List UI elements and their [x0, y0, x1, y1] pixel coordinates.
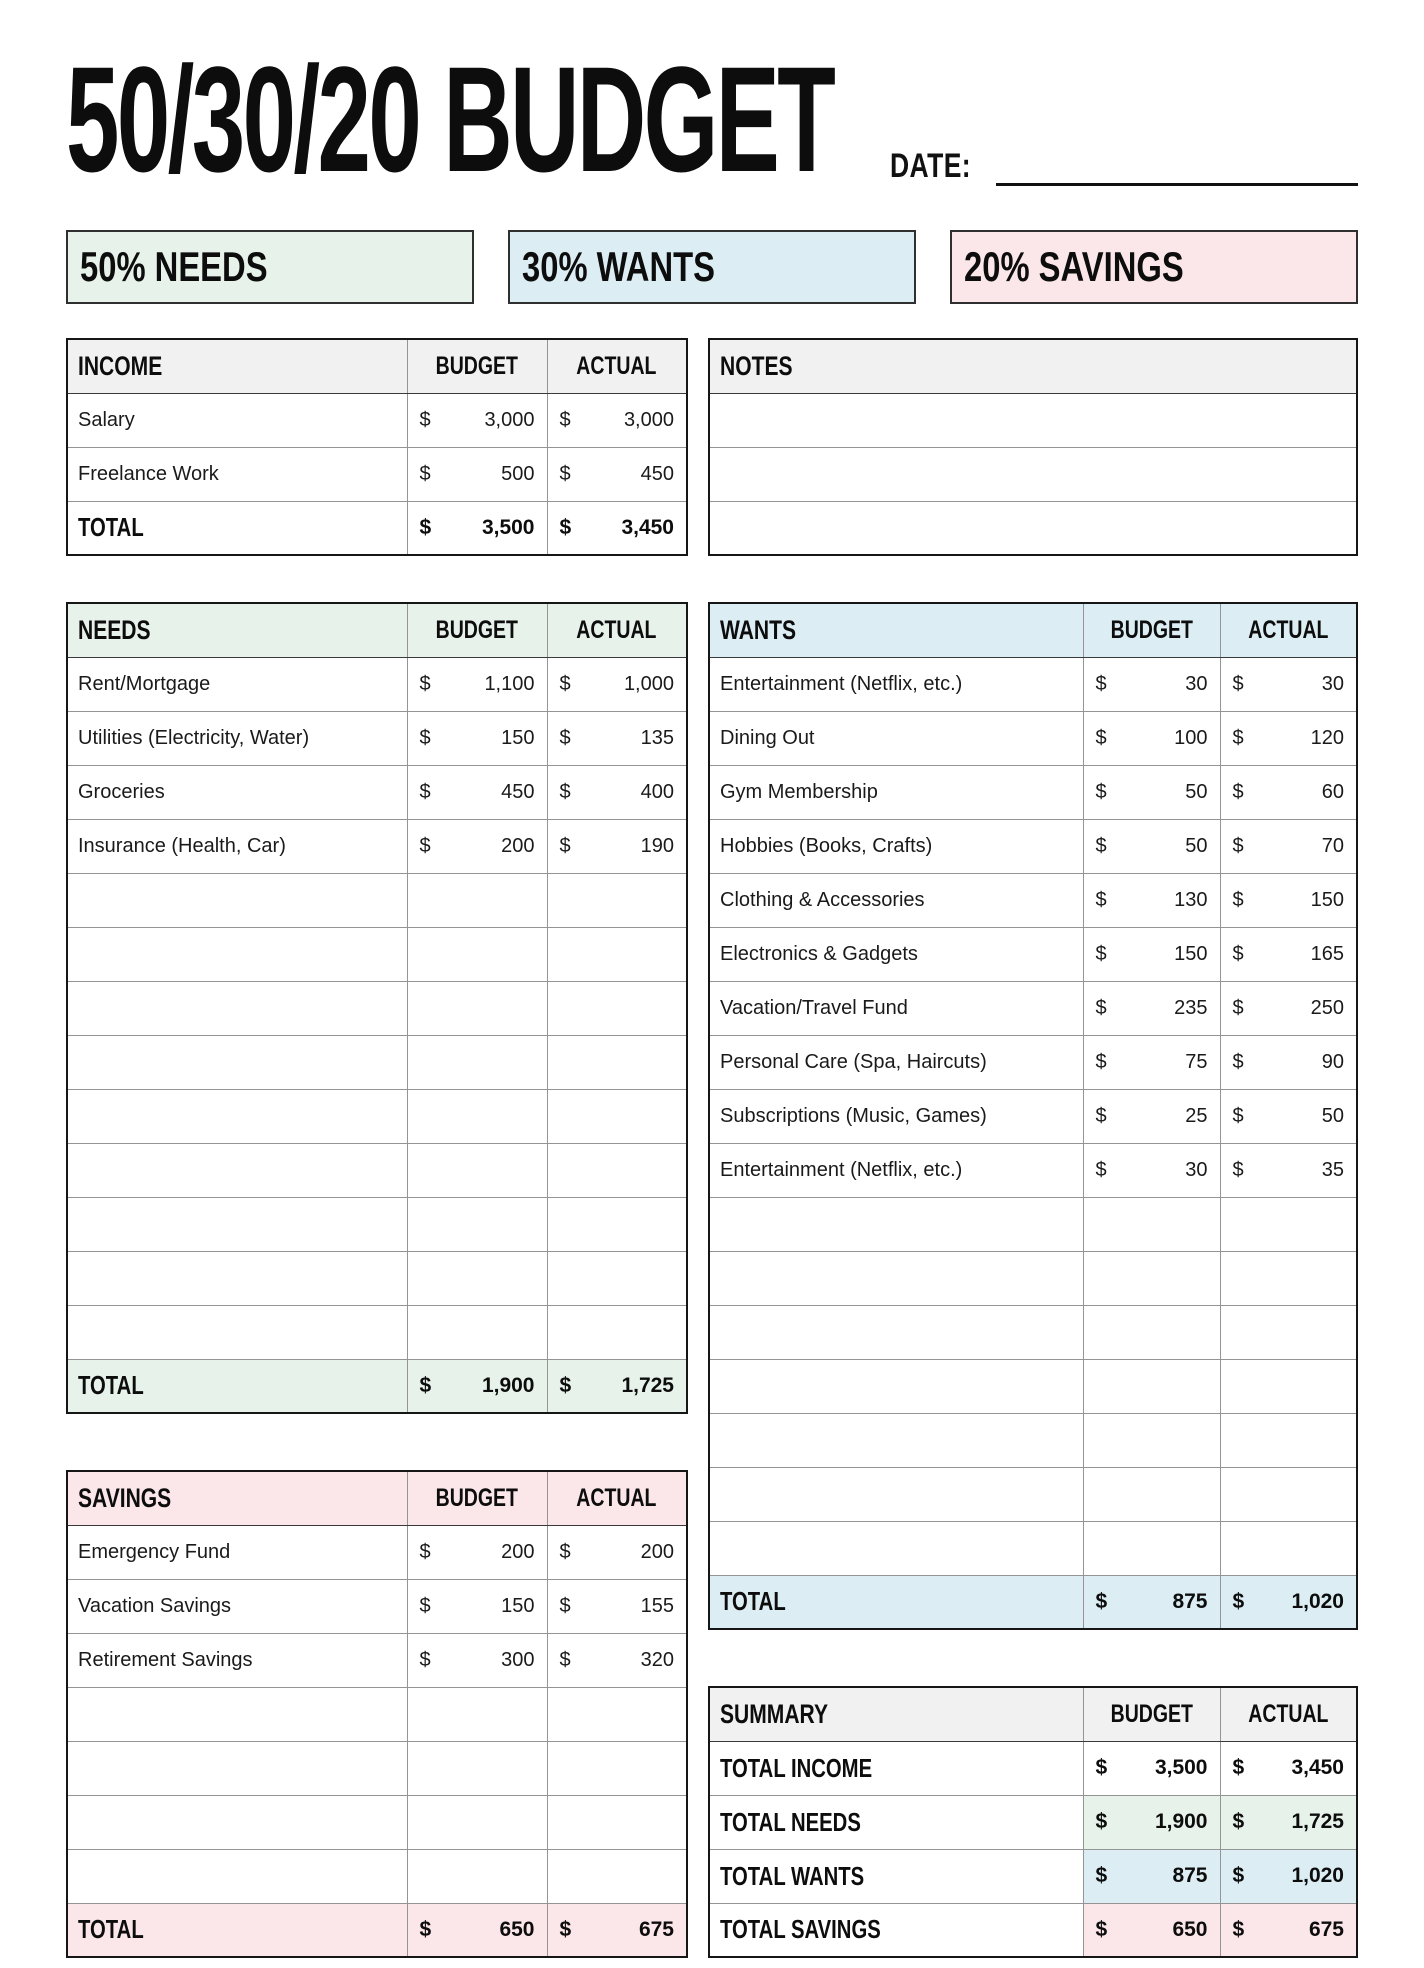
budget-cell — [407, 1251, 547, 1305]
legend-savings — [950, 230, 1358, 304]
actual-cell: $ 3,450 — [547, 501, 687, 555]
notes-title: NOTES — [709, 339, 1357, 393]
actual-cell: $ 135 — [547, 711, 687, 765]
actual-cell: $ 400 — [547, 765, 687, 819]
budget-cell: $ 1,900 — [407, 1359, 547, 1413]
actual-cell: $ 450 — [547, 447, 687, 501]
wants-table-title: WANTS — [709, 603, 1083, 657]
legend-needs — [66, 230, 474, 304]
row-label — [709, 1251, 1083, 1305]
row-label — [67, 1143, 407, 1197]
savings-header-row — [67, 1471, 687, 1525]
budget-cell: $ 1,100 — [407, 657, 547, 711]
actual-cell — [1220, 1251, 1357, 1305]
notes-empty-row — [709, 393, 1357, 447]
budget-cell: $ 25 — [1083, 1089, 1220, 1143]
actual-cell: $ 250 — [1220, 981, 1357, 1035]
row-label: Gym Membership — [709, 765, 1083, 819]
row-label: TOTAL — [709, 1575, 1083, 1629]
actual-cell: $ 3,000 — [547, 393, 687, 447]
row-label — [67, 1251, 407, 1305]
budget-cell: $ 450 — [407, 765, 547, 819]
budget-cell: $ 75 — [1083, 1035, 1220, 1089]
row-label: TOTAL INCOME — [709, 1741, 1083, 1795]
notes-line — [709, 501, 1357, 555]
row-label — [709, 1413, 1083, 1467]
row-label — [709, 1359, 1083, 1413]
row-label: Dining Out — [709, 711, 1083, 765]
row-label: Hobbies (Books, Crafts) — [709, 819, 1083, 873]
budget-cell: $ 875 — [1083, 1849, 1220, 1903]
summary-header-row — [709, 1687, 1357, 1741]
actual-cell: $ 1,725 — [1220, 1795, 1357, 1849]
empty-row — [67, 1687, 687, 1741]
row-label: Salary — [67, 393, 407, 447]
row-label — [709, 1521, 1083, 1575]
actual-cell — [547, 1849, 687, 1903]
budget-cell — [407, 1741, 547, 1795]
actual-cell: $ 320 — [547, 1633, 687, 1687]
budget-cell: $ 200 — [407, 819, 547, 873]
summary-row-needs — [709, 1795, 1357, 1849]
table-row — [67, 447, 687, 501]
row-label: Subscriptions (Music, Games) — [709, 1089, 1083, 1143]
needs-table-title: NEEDS — [67, 603, 407, 657]
column-header-budget: BUDGET — [407, 603, 547, 657]
summary-table — [708, 1686, 1358, 1958]
table-row — [709, 819, 1357, 873]
table-row — [709, 765, 1357, 819]
row-label — [709, 1197, 1083, 1251]
budget-cell: $ 235 — [1083, 981, 1220, 1035]
actual-cell — [547, 1197, 687, 1251]
table-row — [67, 1525, 687, 1579]
empty-row — [67, 981, 687, 1035]
legend — [66, 230, 1358, 304]
table-row — [67, 1579, 687, 1633]
actual-cell: $ 50 — [1220, 1089, 1357, 1143]
actual-cell — [1220, 1305, 1357, 1359]
row-label — [67, 1687, 407, 1741]
table-row — [67, 1633, 687, 1687]
column-header-budget: BUDGET — [1083, 1687, 1220, 1741]
budget-cell: $ 3,500 — [1083, 1741, 1220, 1795]
notes-empty-row — [709, 501, 1357, 555]
empty-row — [709, 1359, 1357, 1413]
row-label — [67, 1197, 407, 1251]
left-column — [66, 338, 688, 1958]
row-label: Personal Care (Spa, Haircuts) — [709, 1035, 1083, 1089]
table-row — [67, 819, 687, 873]
total-row — [67, 501, 687, 555]
budget-cell — [407, 873, 547, 927]
budget-cell — [407, 1795, 547, 1849]
row-label: TOTAL — [67, 1903, 407, 1957]
table-row — [709, 927, 1357, 981]
actual-cell: $ 165 — [1220, 927, 1357, 981]
table-row — [67, 765, 687, 819]
table-row — [67, 711, 687, 765]
budget-cell — [1083, 1305, 1220, 1359]
row-label — [709, 1305, 1083, 1359]
actual-cell: $ 200 — [547, 1525, 687, 1579]
actual-cell: $ 120 — [1220, 711, 1357, 765]
table-row — [709, 711, 1357, 765]
empty-row — [67, 1849, 687, 1903]
actual-cell: $ 70 — [1220, 819, 1357, 873]
budget-cell — [407, 1849, 547, 1903]
actual-cell: $ 1,725 — [547, 1359, 687, 1413]
summary-table-title: SUMMARY — [709, 1687, 1083, 1741]
right-column — [708, 338, 1358, 1958]
empty-row — [67, 1795, 687, 1849]
total-row — [709, 1575, 1357, 1629]
wants-header-row — [709, 603, 1357, 657]
row-label — [67, 1035, 407, 1089]
row-label — [67, 873, 407, 927]
actual-cell: $ 150 — [1220, 873, 1357, 927]
row-label — [67, 1089, 407, 1143]
income-table — [66, 338, 688, 556]
empty-row — [67, 1741, 687, 1795]
actual-cell: $ 1,000 — [547, 657, 687, 711]
savings-table — [66, 1470, 688, 1958]
needs-table — [66, 602, 688, 1414]
actual-cell: $ 1,020 — [1220, 1849, 1357, 1903]
column-header-budget: BUDGET — [407, 1471, 547, 1525]
row-label: Entertainment (Netflix, etc.) — [709, 1143, 1083, 1197]
actual-cell: $ 1,020 — [1220, 1575, 1357, 1629]
actual-cell: $ 190 — [547, 819, 687, 873]
actual-cell: $ 675 — [1220, 1903, 1357, 1957]
notes-box — [708, 338, 1358, 556]
budget-cell — [1083, 1413, 1220, 1467]
actual-cell — [547, 927, 687, 981]
page-title-box — [66, 35, 866, 203]
row-label: Utilities (Electricity, Water) — [67, 711, 407, 765]
row-label — [709, 1467, 1083, 1521]
budget-cell: $ 300 — [407, 1633, 547, 1687]
row-label — [67, 1741, 407, 1795]
column-header-actual: ACTUAL — [547, 339, 687, 393]
column-header-actual: ACTUAL — [547, 1471, 687, 1525]
row-label — [67, 981, 407, 1035]
needs-header-row — [67, 603, 687, 657]
row-label: Entertainment (Netflix, etc.) — [709, 657, 1083, 711]
row-label — [67, 1849, 407, 1903]
actual-cell: $ 675 — [547, 1903, 687, 1957]
budget-cell — [1083, 1467, 1220, 1521]
budget-cell: $ 1,900 — [1083, 1795, 1220, 1849]
actual-cell — [547, 981, 687, 1035]
empty-row — [67, 1197, 687, 1251]
row-label: TOTAL SAVINGS — [709, 1903, 1083, 1957]
table-row — [709, 1035, 1357, 1089]
row-label: Freelance Work — [67, 447, 407, 501]
empty-row — [709, 1467, 1357, 1521]
row-label: Vacation Savings — [67, 1579, 407, 1633]
content-columns — [66, 338, 1358, 1958]
notes-line — [709, 447, 1357, 501]
row-label — [67, 1305, 407, 1359]
legend-needs-label: 50% NEEDS — [80, 243, 268, 290]
row-label: TOTAL — [67, 1359, 407, 1413]
budget-cell: $ 150 — [1083, 927, 1220, 981]
actual-cell — [547, 873, 687, 927]
table-row — [709, 1143, 1357, 1197]
date-label: DATE: — [890, 147, 972, 185]
row-label — [67, 927, 407, 981]
budget-cell: $ 650 — [1083, 1903, 1220, 1957]
actual-cell: $ 3,450 — [1220, 1741, 1357, 1795]
actual-cell — [547, 1035, 687, 1089]
table-row — [67, 657, 687, 711]
table-row — [709, 1089, 1357, 1143]
actual-cell — [1220, 1413, 1357, 1467]
actual-cell — [547, 1089, 687, 1143]
income-header-row — [67, 339, 687, 393]
summary-row-wants — [709, 1849, 1357, 1903]
actual-cell — [547, 1687, 687, 1741]
empty-row — [709, 1251, 1357, 1305]
empty-row — [67, 1035, 687, 1089]
budget-cell — [407, 1305, 547, 1359]
empty-row — [67, 927, 687, 981]
actual-cell — [1220, 1197, 1357, 1251]
empty-row — [67, 873, 687, 927]
empty-row — [709, 1305, 1357, 1359]
empty-row — [709, 1521, 1357, 1575]
legend-wants-label: 30% WANTS — [522, 243, 715, 290]
budget-cell: $ 150 — [407, 1579, 547, 1633]
row-label: TOTAL WANTS — [709, 1849, 1083, 1903]
row-label: Retirement Savings — [67, 1633, 407, 1687]
notes-header-row — [709, 339, 1357, 393]
total-row — [67, 1903, 687, 1957]
row-label — [67, 1795, 407, 1849]
table-row — [709, 873, 1357, 927]
date-field[interactable] — [996, 146, 1358, 186]
total-row — [67, 1359, 687, 1413]
actual-cell — [1220, 1467, 1357, 1521]
row-label: Insurance (Health, Car) — [67, 819, 407, 873]
column-header-budget: BUDGET — [407, 339, 547, 393]
budget-cell — [1083, 1359, 1220, 1413]
header — [66, 35, 1358, 203]
column-header-actual: ACTUAL — [1220, 603, 1357, 657]
budget-cell: $ 50 — [1083, 765, 1220, 819]
actual-cell: $ 35 — [1220, 1143, 1357, 1197]
budget-cell: $ 3,000 — [407, 393, 547, 447]
budget-cell: $ 150 — [407, 711, 547, 765]
budget-cell — [407, 1197, 547, 1251]
notes-line — [709, 393, 1357, 447]
actual-cell — [547, 1251, 687, 1305]
actual-cell — [547, 1795, 687, 1849]
budget-cell — [407, 1089, 547, 1143]
actual-cell — [1220, 1359, 1357, 1413]
income-table-title: INCOME — [67, 339, 407, 393]
row-label: Vacation/Travel Fund — [709, 981, 1083, 1035]
column-header-actual: ACTUAL — [1220, 1687, 1357, 1741]
budget-cell: $ 500 — [407, 447, 547, 501]
table-row — [709, 657, 1357, 711]
actual-cell: $ 60 — [1220, 765, 1357, 819]
budget-cell: $ 650 — [407, 1903, 547, 1957]
row-label: Emergency Fund — [67, 1525, 407, 1579]
empty-row — [67, 1089, 687, 1143]
budget-cell — [1083, 1251, 1220, 1305]
budget-cell — [407, 1143, 547, 1197]
budget-cell — [1083, 1197, 1220, 1251]
column-header-actual: ACTUAL — [547, 603, 687, 657]
budget-cell: $ 30 — [1083, 1143, 1220, 1197]
budget-cell: $ 30 — [1083, 657, 1220, 711]
table-row — [67, 393, 687, 447]
budget-cell — [407, 981, 547, 1035]
budget-cell — [407, 1687, 547, 1741]
actual-cell — [547, 1741, 687, 1795]
column-header-budget: BUDGET — [1083, 603, 1220, 657]
actual-cell — [1220, 1521, 1357, 1575]
actual-cell — [547, 1305, 687, 1359]
empty-row — [67, 1143, 687, 1197]
row-label: Clothing & Accessories — [709, 873, 1083, 927]
budget-cell: $ 3,500 — [407, 501, 547, 555]
page-title: 50/30/20 BUDGET — [66, 35, 834, 203]
budget-cell — [407, 1035, 547, 1089]
actual-cell: $ 90 — [1220, 1035, 1357, 1089]
savings-table-title: SAVINGS — [67, 1471, 407, 1525]
budget-cell: $ 875 — [1083, 1575, 1220, 1629]
empty-row — [709, 1197, 1357, 1251]
empty-row — [709, 1413, 1357, 1467]
budget-cell: $ 130 — [1083, 873, 1220, 927]
row-label: TOTAL — [67, 501, 407, 555]
summary-row-income — [709, 1741, 1357, 1795]
actual-cell — [547, 1143, 687, 1197]
empty-row — [67, 1305, 687, 1359]
legend-wants — [508, 230, 916, 304]
wants-table — [708, 602, 1358, 1630]
row-label: TOTAL NEEDS — [709, 1795, 1083, 1849]
row-label: Electronics & Gadgets — [709, 927, 1083, 981]
budget-cell: $ 100 — [1083, 711, 1220, 765]
row-label: Groceries — [67, 765, 407, 819]
table-row — [709, 981, 1357, 1035]
actual-cell: $ 155 — [547, 1579, 687, 1633]
budget-cell: $ 200 — [407, 1525, 547, 1579]
summary-row-savings — [709, 1903, 1357, 1957]
notes-empty-row — [709, 447, 1357, 501]
actual-cell: $ 30 — [1220, 657, 1357, 711]
budget-cell: $ 50 — [1083, 819, 1220, 873]
budget-cell — [1083, 1521, 1220, 1575]
legend-savings-label: 20% SAVINGS — [964, 243, 1184, 290]
empty-row — [67, 1251, 687, 1305]
budget-cell — [407, 927, 547, 981]
date-area — [890, 146, 1358, 194]
row-label: Rent/Mortgage — [67, 657, 407, 711]
